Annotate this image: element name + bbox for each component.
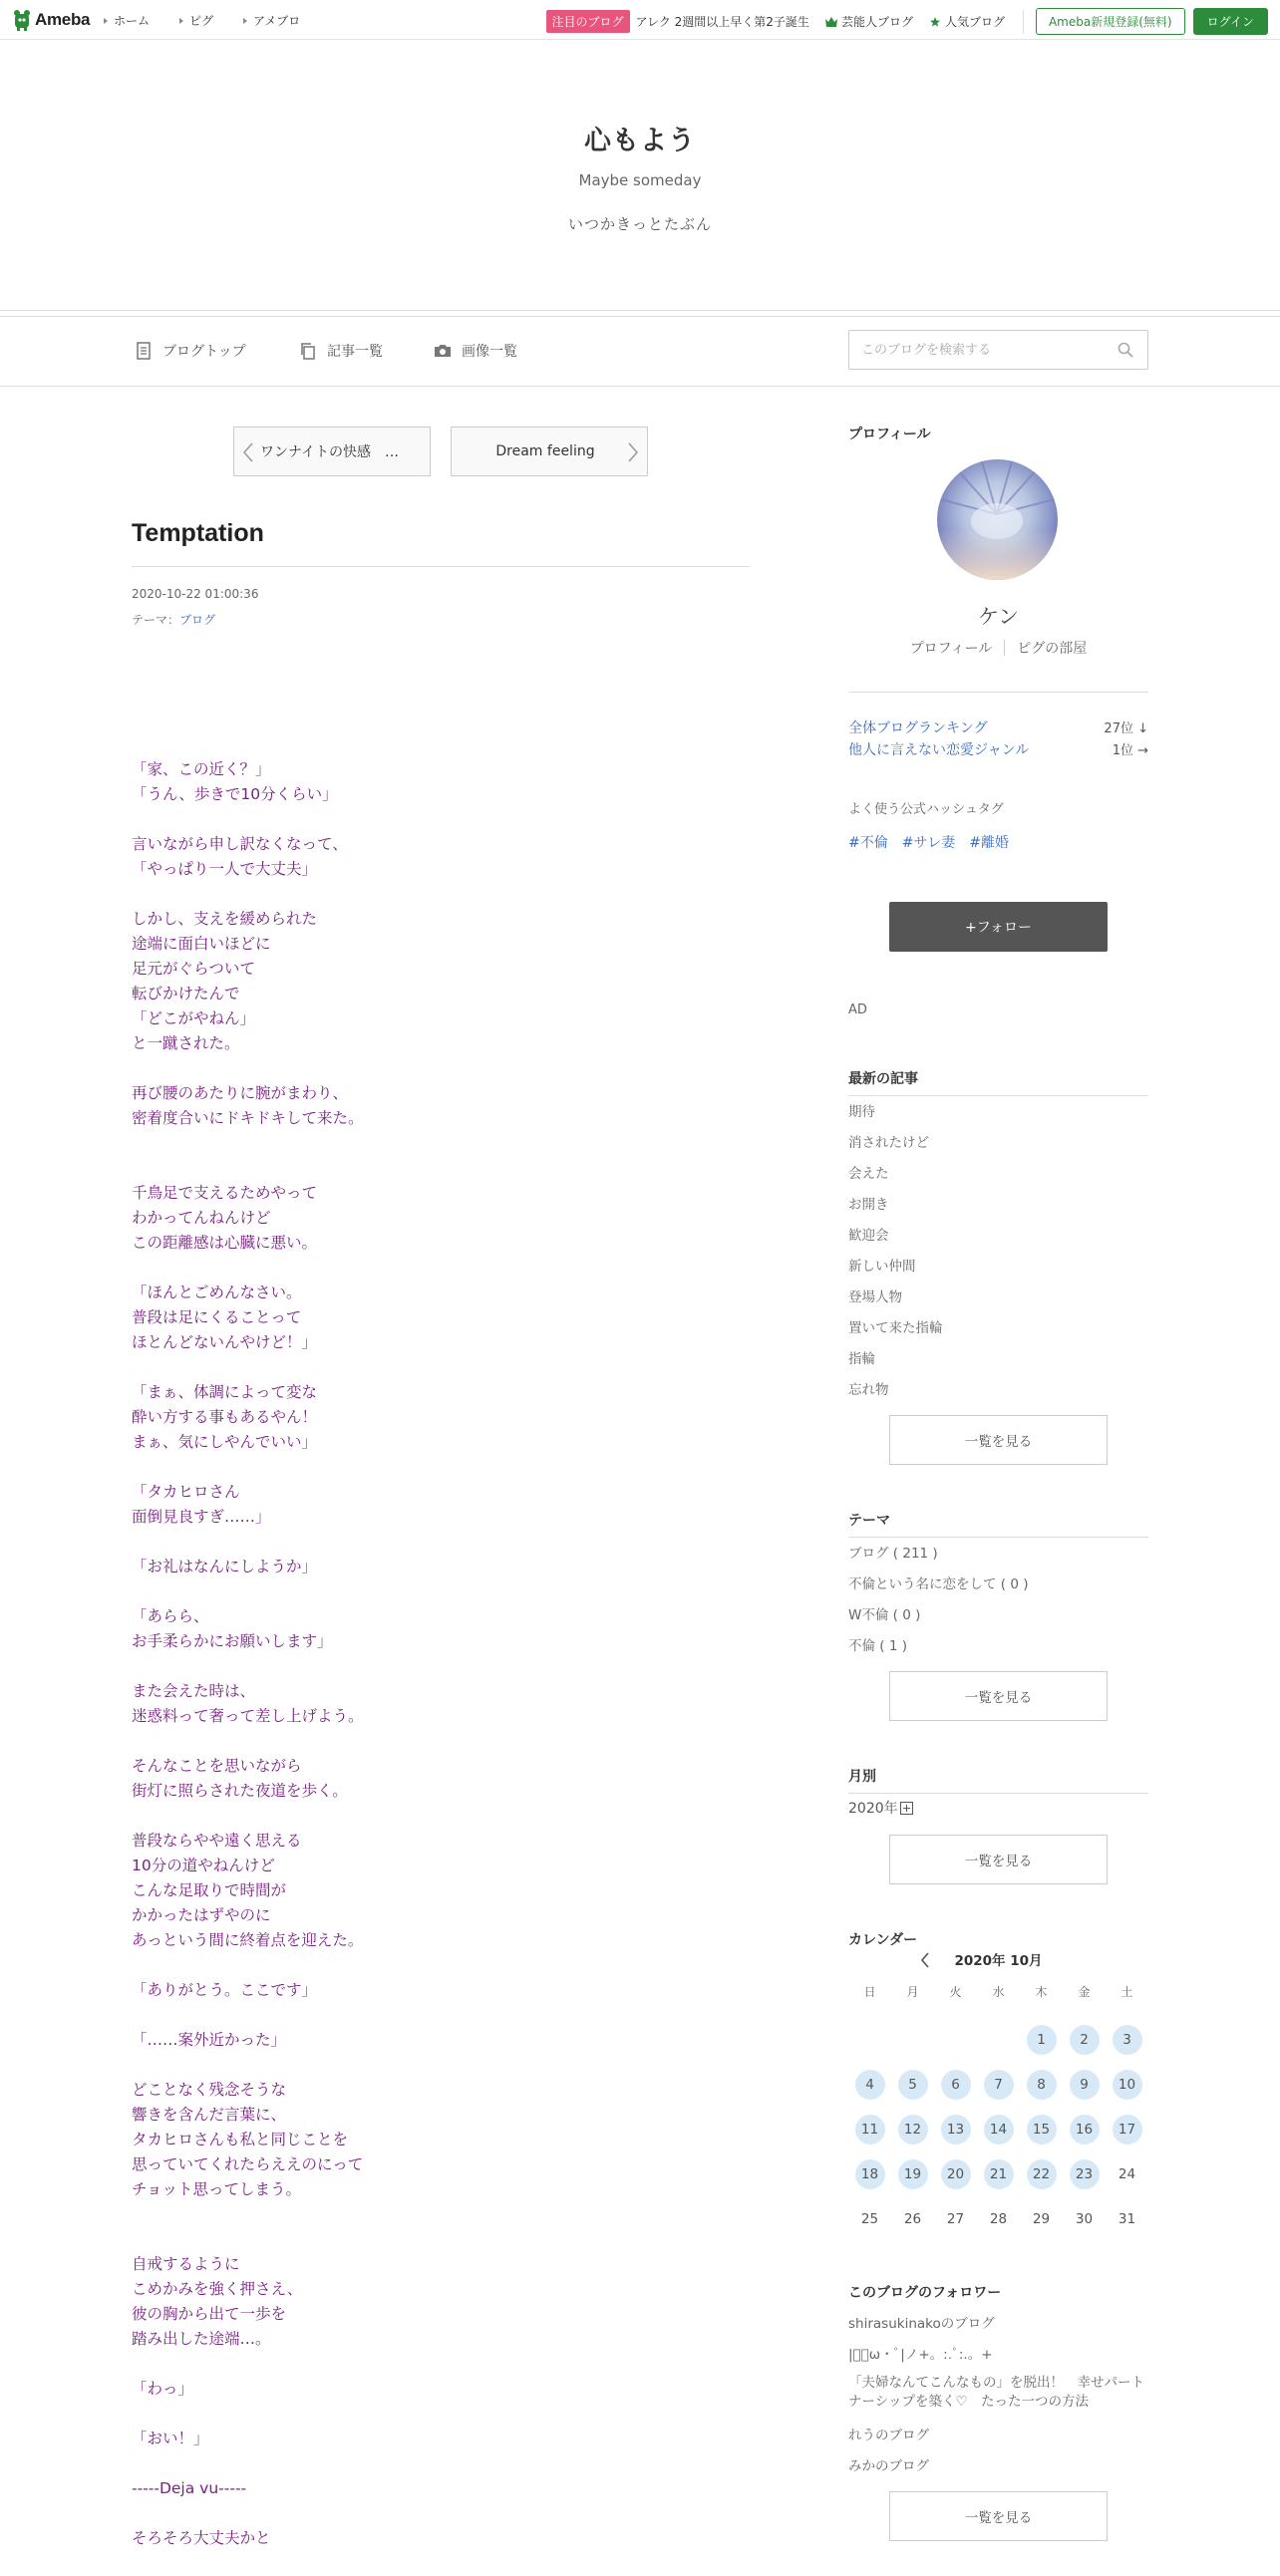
entry-line: しかし、支えを緩められた	[132, 910, 318, 928]
entry-line: 足元がぐらついて	[132, 960, 255, 978]
calendar-day-number: 19	[898, 2159, 928, 2189]
entry-line: 「うん、歩きで10分くらい」	[132, 785, 338, 803]
recent-article-link[interactable]: 忘れ物	[848, 1381, 889, 1398]
entry-line: 再び腰のあたりに腕がまわり、	[132, 1084, 349, 1102]
entry-line: ほとんどないんやけど！」	[132, 1333, 318, 1351]
entry-paragraph	[132, 1604, 730, 1654]
profile-name[interactable]: ケン	[978, 605, 1019, 629]
entry-paragraph	[132, 907, 730, 1056]
calendar-day-number: 4	[855, 2070, 885, 2100]
calendar-day-number: 29	[1032, 2210, 1051, 2227]
entry-paragraph	[132, 2377, 730, 2402]
entry-paragraph	[132, 1829, 730, 1953]
ranking-genre-value: 1位 →	[1112, 743, 1148, 758]
entry-line: -----Deja vu-----	[132, 2479, 247, 2497]
calendar-day[interactable]	[891, 2107, 934, 2151]
recent-article-link[interactable]: 置いて来た指輪	[848, 1319, 943, 1336]
calendar-day[interactable]	[1106, 2062, 1148, 2107]
blog-top-link[interactable]	[135, 341, 246, 361]
profile-divider	[848, 692, 1148, 693]
calendar-day[interactable]	[1063, 2062, 1106, 2107]
calendar-weekday: 金	[1078, 1985, 1091, 1999]
entry-line: 「ほんとごめんなさい。	[132, 1284, 302, 1301]
entry-line: 「家、この近く？」	[132, 760, 271, 778]
follow-button[interactable]: +フォロー	[889, 902, 1108, 952]
calendar-day-number: 9	[1070, 2070, 1100, 2100]
entry-line: 「まぁ、体調によって変な	[132, 1383, 318, 1401]
entry-line: 彼の胸から出て一歩を	[132, 2305, 287, 2323]
calendar-day-number: 6	[941, 2070, 971, 2100]
recent-article-link[interactable]: 登場人物	[848, 1288, 902, 1305]
register-button[interactable]: Ameba新規登録(無料)	[1036, 8, 1185, 35]
entry-line: 酔い方する事もあるやん！	[132, 1408, 318, 1426]
entry-theme-link[interactable]: ブログ	[179, 613, 216, 627]
entry-paragraph	[132, 1679, 730, 1729]
calendar-weekday: 日	[863, 1985, 876, 1999]
theme-list	[848, 1536, 1148, 1659]
see-all-recent-button[interactable]: 一覧を見る	[889, 1415, 1108, 1465]
recent-heading: 最新の記事	[848, 1068, 1148, 1096]
ranking-genre[interactable]	[848, 739, 1148, 759]
entry-line: お手柔らかにお願いします」	[132, 1632, 333, 1650]
entry-line: 「どこがやねん」	[132, 1009, 256, 1027]
pig-room-link[interactable]: ピグの部屋	[1017, 641, 1088, 657]
logo-text: Ameba	[35, 10, 91, 29]
entry-line: まぁ、気にしやんでいい」	[132, 1433, 318, 1451]
calendar-day	[848, 2196, 891, 2241]
ranking-overall[interactable]	[848, 717, 1148, 737]
entry-line: 迷惑料って奢って差し上げよう。	[132, 1707, 364, 1725]
expand-plus-icon[interactable]	[900, 1802, 913, 1815]
entry-line: また会えた時は、	[132, 1682, 256, 1700]
year-label: 2020年	[848, 1801, 898, 1817]
entry-line: あっという間に終着点を迎えた。	[132, 1931, 364, 1949]
calendar-day-number: 21	[984, 2159, 1014, 2189]
calendar-day[interactable]	[1106, 2017, 1148, 2062]
ameba-mascot-icon	[12, 8, 32, 32]
hashtag-heading: よく使う公式ハッシュタグ	[848, 802, 1004, 817]
article-list-label: 記事一覧	[327, 344, 383, 360]
hashtag-link[interactable]: #離婚	[969, 835, 1009, 851]
next-entry-label: Dream feeling	[495, 443, 595, 459]
ranking-overall-value: 27位 ↓	[1104, 721, 1148, 736]
caret-right-icon	[243, 18, 247, 24]
calendar-day[interactable]	[848, 2062, 891, 2107]
calendar-day[interactable]	[934, 2107, 977, 2151]
calendar-day-number: 28	[989, 2210, 1008, 2227]
calendar-day-number: 31	[1118, 2210, 1136, 2227]
follower-blog-link[interactable]: みかのブログ	[848, 2457, 929, 2474]
calendar-day[interactable]	[977, 2062, 1020, 2107]
calendar-day[interactable]	[977, 2151, 1020, 2196]
search-icon[interactable]	[1118, 342, 1133, 358]
entry-line: 普段は足にくることって	[132, 1308, 302, 1326]
entry-line: 思っていてくれたらええのにって	[132, 2155, 364, 2173]
entry-line: かかったはずやのに	[132, 1906, 271, 1924]
celebrity-blog-link[interactable]	[825, 13, 913, 30]
hashtag-link[interactable]: #不倫	[848, 835, 888, 851]
calendar-weekday: 木	[1035, 1985, 1048, 1999]
calendar-day-number: 30	[1075, 2210, 1094, 2227]
profile-heading: プロフィール	[848, 427, 931, 442]
calendar-day-number: 18	[855, 2159, 885, 2189]
prev-entry-button[interactable]	[233, 427, 431, 476]
calendar-day-number: 8	[1027, 2070, 1057, 2100]
calendar-day[interactable]	[934, 2151, 977, 2196]
theme-link[interactable]: 不倫 ( 1 )	[848, 1637, 907, 1654]
entry-line: 「お礼はなんにしようか」	[132, 1558, 318, 1575]
star-icon	[929, 17, 941, 27]
hot-blog-badge: 注目のブログ	[546, 10, 630, 33]
entry-line: 10分の道やねんけど	[132, 1857, 275, 1874]
calendar-empty-cell	[848, 2017, 891, 2062]
popular-blog-link[interactable]	[929, 13, 1005, 30]
profile-links-divider	[1004, 640, 1005, 656]
entry-paragraph	[132, 2427, 730, 2451]
calendar-day	[1063, 2196, 1106, 2241]
entry-title[interactable]: Temptation	[132, 519, 264, 547]
entry-line: 「ありがとう。ここです」	[132, 1981, 318, 1999]
celebrity-blog-label: 芸能人ブログ	[840, 15, 913, 29]
entry-paragraph	[132, 2078, 730, 2202]
calendar-day	[1106, 2151, 1148, 2196]
hashtag-list	[848, 832, 1009, 852]
calendar-day-number: 15	[1027, 2115, 1057, 2145]
nav-pigg[interactable]	[179, 12, 213, 29]
entry-line: 転びかけたんで	[132, 985, 240, 1002]
next-entry-button[interactable]	[451, 427, 648, 476]
entry-line: 密着度合いにドキドキして来た。	[132, 1109, 364, 1127]
calendar-day[interactable]	[1063, 2017, 1106, 2062]
theme-heading: テーマ	[848, 1510, 1148, 1538]
global-header	[0, 0, 1280, 40]
entry-line: 街灯に照らされた夜道を歩く。	[132, 1782, 348, 1800]
calendar-day	[934, 2196, 977, 2241]
calendar-day-number: 14	[984, 2115, 1014, 2145]
calendar-day-number: 20	[941, 2159, 971, 2189]
calendar-day-number: 2	[1070, 2025, 1100, 2055]
copy-icon	[299, 342, 317, 360]
nav-ameblo-label: アメブロ	[253, 14, 301, 28]
calendar-day-number: 27	[946, 2210, 965, 2227]
followers-list	[848, 2306, 1148, 2479]
entry-line: 「やっぱり一人で大丈夫」	[132, 860, 318, 878]
calendar-day	[1106, 2196, 1148, 2241]
calendar-weekday: 火	[949, 1985, 962, 1999]
entry-paragraph	[132, 1555, 730, 1579]
entry-line: こんな足取りで時間が	[132, 1881, 287, 1899]
chevron-left-icon	[242, 442, 254, 462]
entry-paragraph	[132, 1978, 730, 2003]
calendar-day	[1020, 2196, 1063, 2241]
calendar-empty-cell	[934, 2017, 977, 2062]
calendar-weekdays	[848, 1983, 1148, 2000]
calendar-day-number: 10	[1113, 2070, 1142, 2100]
calendar-day[interactable]	[1020, 2017, 1063, 2062]
calendar-day-number: 16	[1070, 2115, 1100, 2145]
calendar-weekday: 土	[1120, 1985, 1133, 1999]
calendar-heading: カレンダー	[848, 1932, 918, 1948]
follower-blog-link[interactable]: 「夫婦なんてこんなもの」を脱出！ 幸せパートナーシップを築く♡ たった一つの方法	[848, 2375, 1144, 2410]
blog-search-input[interactable]	[849, 331, 1099, 369]
calendar-day-number: 22	[1027, 2159, 1057, 2189]
recent-article-link[interactable]: 期待	[848, 1103, 875, 1120]
entry-line: 「わっ」	[132, 2380, 193, 2398]
recent-article-link[interactable]: 消されたけど	[848, 1134, 929, 1151]
calendar-day[interactable]	[977, 2107, 1020, 2151]
document-icon	[135, 342, 153, 360]
article-list-link[interactable]	[299, 341, 383, 361]
entry-paragraph	[132, 2028, 730, 2053]
entry-line: 踏み出した途端…。	[132, 2330, 271, 2348]
monthly-heading: 月別	[848, 1766, 1148, 1794]
calendar-weekday: 水	[992, 1985, 1005, 1999]
nav-pigg-label: ピグ	[189, 14, 214, 28]
recent-article-link[interactable]: お開き	[848, 1196, 889, 1213]
nav-ameblo[interactable]	[243, 12, 300, 29]
entry-paragraph	[132, 1181, 730, 1256]
year-archive[interactable]	[848, 1798, 913, 1818]
theme-link[interactable]: W不倫 ( 0 )	[848, 1606, 921, 1623]
entry-line: 面倒見良すぎ……」	[132, 1508, 271, 1526]
blog-subtitle: Maybe someday	[578, 171, 702, 189]
entry-paragraph	[132, 1380, 730, 1455]
calendar-day	[891, 2196, 934, 2241]
hashtag-link[interactable]: #サレ妻	[901, 835, 956, 851]
entry-line: 「おい！」	[132, 2430, 209, 2447]
ranking-genre-label: 他人に言えない恋愛ジャンル	[848, 742, 1030, 758]
calendar-day-number: 12	[898, 2115, 928, 2145]
entry-body	[132, 757, 730, 2576]
caret-right-icon	[179, 18, 183, 24]
popular-blog-label: 人気ブログ	[944, 15, 1005, 29]
entry-line: 言いながら申し訳なくなって、	[132, 835, 348, 853]
see-all-followers-button[interactable]: 一覧を見る	[889, 2491, 1108, 2541]
entry-date: 2020-10-22 01:00:36	[132, 587, 259, 601]
entry-theme	[132, 611, 215, 628]
recent-article-link[interactable]: 指輪	[848, 1350, 875, 1367]
entry-line: そんなことを思いながら	[132, 1757, 302, 1775]
nav-home-label: ホーム	[114, 14, 151, 28]
entry-line: と一蹴された。	[132, 1034, 240, 1052]
calendar-month: 2020年 10月	[954, 1953, 1043, 1969]
calendar-empty-cell	[891, 2017, 934, 2062]
calendar-day[interactable]	[1020, 2107, 1063, 2151]
camera-icon	[434, 342, 452, 360]
entry-paragraph	[132, 1754, 730, 1804]
entry-paragraph	[132, 2526, 730, 2551]
theme-link[interactable]: ブログ ( 211 )	[848, 1545, 938, 1562]
entry-line: 途端に面白いほどに	[132, 935, 271, 953]
calendar-day-number: 3	[1113, 2025, 1142, 2055]
ad-label: AD	[848, 1002, 867, 1017]
nav-home[interactable]	[104, 12, 150, 29]
entry-line: 千鳥足で支えるためやって	[132, 1184, 318, 1202]
entry-paragraph	[132, 2476, 730, 2501]
chevron-right-icon	[627, 442, 639, 462]
calendar-day-number: 24	[1118, 2165, 1136, 2182]
calendar-day[interactable]	[1063, 2107, 1106, 2151]
see-all-monthly-button[interactable]: 一覧を見る	[889, 1835, 1108, 1884]
calendar-day[interactable]	[1020, 2151, 1063, 2196]
calendar-day-number: 7	[984, 2070, 1014, 2100]
calendar-empty-cell	[977, 2017, 1020, 2062]
ranking-overall-label: 全体ブログランキング	[848, 720, 988, 736]
calendar-day[interactable]	[891, 2151, 934, 2196]
entry-line: わかってんねんけど	[132, 1209, 271, 1227]
calendar-day[interactable]	[1020, 2062, 1063, 2107]
ameba-logo[interactable]	[12, 8, 90, 32]
theme-link[interactable]: 不倫という名に恋をして ( 0 )	[848, 1575, 1029, 1592]
follower-blog-link[interactable]: |ﾟ・ω・ﾟ|ノ+。:.ﾟ:.。+	[848, 2346, 993, 2363]
calendar-day[interactable]	[848, 2107, 891, 2151]
blog-title[interactable]: 心もよう	[584, 126, 696, 156]
crown-icon	[825, 17, 837, 27]
entry-line: どことなく残念そうな	[132, 2081, 287, 2099]
global-nav	[104, 12, 300, 29]
calendar-weekday: 月	[906, 1985, 919, 1999]
calendar-grid	[848, 2017, 1148, 2241]
entry-line: 普段ならやや遠く思える	[132, 1832, 302, 1850]
entry-paragraph	[132, 1480, 730, 1530]
followers-heading: このブログのフォロワー	[848, 2285, 1002, 2301]
avatar-image	[937, 459, 1058, 580]
header-divider	[1023, 10, 1024, 34]
header-right	[546, 8, 1268, 35]
entry-theme-label: テーマ：	[132, 613, 180, 627]
entry-paragraph	[132, 1281, 730, 1355]
profile-links	[848, 638, 1148, 658]
blog-search	[848, 330, 1148, 370]
see-all-themes-button[interactable]: 一覧を見る	[889, 1671, 1108, 1721]
entry-line: 「タカヒロさん	[132, 1483, 240, 1501]
blog-header	[0, 40, 1280, 311]
calendar-day[interactable]	[848, 2151, 891, 2196]
entry-line: 「あらら、	[132, 1607, 209, 1625]
entry-line: 「……案外近かった」	[132, 2031, 287, 2049]
calendar-day[interactable]	[891, 2062, 934, 2107]
profile-avatar[interactable]	[937, 459, 1058, 580]
recent-article-link[interactable]: 歓迎会	[848, 1227, 889, 1244]
recent-article-link[interactable]: 新しい仲間	[848, 1258, 916, 1275]
calendar-day[interactable]	[1063, 2151, 1106, 2196]
blog-top-label: ブログトップ	[162, 344, 246, 360]
calendar-day-number: 17	[1113, 2115, 1142, 2145]
follower-blog-link[interactable]: shirasukinakoのブログ	[848, 2315, 995, 2332]
entry-paragraph	[132, 757, 730, 807]
entry-title-divider	[132, 566, 750, 567]
blog-description: いつかきっとたぶん	[567, 215, 712, 233]
calendar-day[interactable]	[1106, 2107, 1148, 2151]
calendar-day-number: 23	[1070, 2159, 1100, 2189]
entry-paragraph	[132, 1081, 730, 1131]
entry-paragraph	[132, 832, 730, 882]
entry-line: こめかみを強く押さえ、	[132, 2280, 303, 2298]
recent-article-link[interactable]: 会えた	[848, 1165, 889, 1182]
login-button[interactable]: ログイン	[1193, 8, 1268, 35]
calendar-day-number: 11	[855, 2115, 885, 2145]
recent-list	[848, 1094, 1148, 1403]
prev-entry-label: ワンナイトの快感 …	[260, 444, 400, 460]
follower-blog-link[interactable]: れうのブログ	[848, 2427, 929, 2443]
calendar-day	[977, 2196, 1020, 2241]
calendar-day-number: 26	[903, 2210, 922, 2227]
calendar-day-number: 5	[898, 2070, 928, 2100]
entry-line: 自戒するように	[132, 2255, 240, 2273]
calendar-day[interactable]	[934, 2062, 977, 2107]
image-list-label: 画像一覧	[462, 344, 517, 360]
calendar-day-number: 1	[1027, 2025, 1057, 2055]
image-list-link[interactable]	[434, 341, 517, 361]
hot-blog-link[interactable]: アレク 2週間以上早く第2子誕生	[635, 15, 809, 29]
calendar-day-number: 13	[941, 2115, 971, 2145]
entry-line: この距離感は心臓に悪い。	[132, 1234, 318, 1252]
calendar-day-number: 25	[860, 2210, 879, 2227]
entry-paragraph	[132, 2252, 730, 2352]
caret-right-icon	[104, 18, 108, 24]
entry-line: タカヒロさんも私と同じことを	[132, 2131, 349, 2148]
profile-link[interactable]: プロフィール	[909, 641, 993, 657]
blog-nav	[0, 316, 1280, 387]
entry-line: そろそろ大丈夫かと	[132, 2529, 271, 2547]
entry-line: チョット思ってしまう。	[132, 2180, 302, 2198]
entry-line: 響きを含んだ言葉に、	[132, 2106, 287, 2124]
